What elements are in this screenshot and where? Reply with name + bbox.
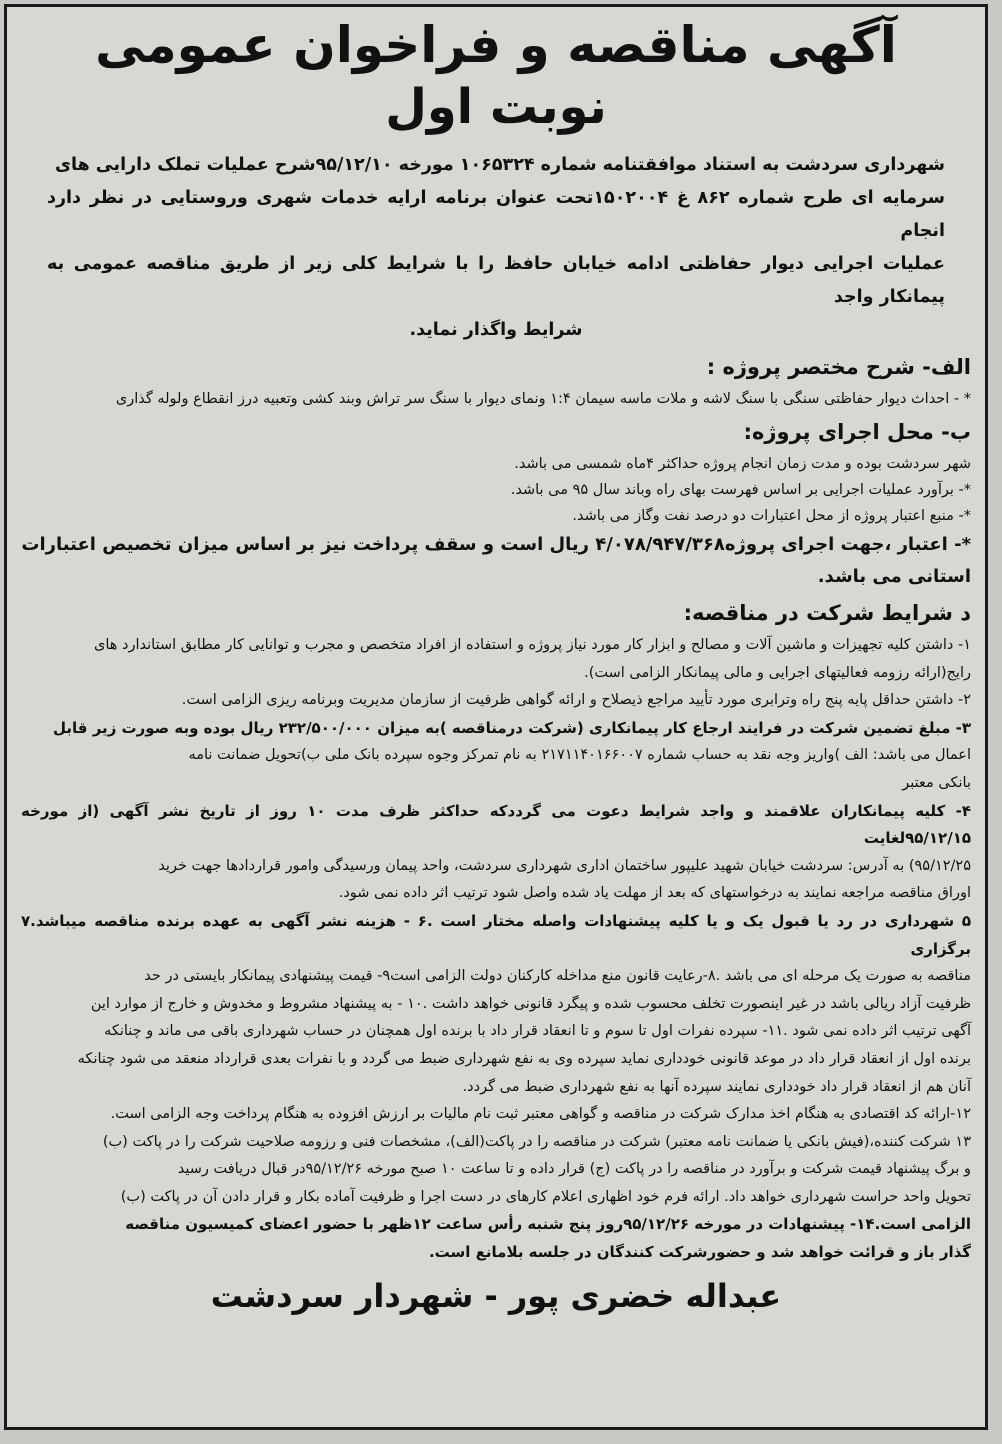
condition-line: ۲- داشتن حداقل پایه پنج راه وترابری مورد تأیید مراجع ذیصلاح و ارائه گواهی ظرفیت از سازمان مدیریت وبرنامه ریزی الزامی است.	[181, 692, 971, 709]
condition-line: برنده اول از انعقاد قرار داد در موعد قانونی خودداری نماید سپرده وی به نفع شهرداری ضبط می گردد و با نفرات بعدی قرارداد منعقد می شود چنانکه	[77, 1050, 971, 1067]
condition-line: ۱- داشتن کلیه تجهیزات و ماشین آلات و مصالح و ابزار کار مورد نیاز پروژه و استفاده از افراد متخصص و مجرب و توانایی کار مطابق استاندارد های	[94, 637, 971, 653]
section-b-line: *- منبع اعتبار پروژه از محل اعتبارات دو درصد نفت وگاز می باشد.	[572, 508, 971, 524]
condition-line: ۳- مبلغ تضمین شرکت در فرایند ارجاع کار پیمانکاری (شرکت درمناقصه )به میزان ۲۳۲/۵۰۰/۰۰۰ ریال بوده وبه صورت زیر قابل	[53, 718, 971, 737]
condition-line: اوراق مناقصه مراجعه نمایند به درخواستهای که بعد از مهلت یاد شده واصل شود ترتیب اثر داده نمی شود.	[338, 885, 971, 902]
condition-line: ۹۵/۱۲/۲۵) به آدرس: سردشت خیابان شهید علیپور ساختمان اداری شهرداری سردشت، واحد پیمان ورسیدگی وامور قراردادها جهت خرید	[158, 857, 971, 874]
signature: عبداله خضری پور - شهردار سردشت	[210, 1276, 782, 1315]
condition-line: آنان هم از انعقاد قرار داد خودداری نمایند سپرده آنها به نفع شهرداری ضبط می گردد.	[462, 1078, 971, 1095]
condition-line: و برگ پیشنهاد قیمت شرکت و برآورد در مناقصه را در پاکت (ج) قرار داده و تا ساعت ۱۰ صبح مورخه ۹۵/۱۲/۲۶در قبال دریافت رسید	[177, 1161, 971, 1178]
credit-line: استانی می باشد.	[817, 566, 971, 587]
condition-line: ۴- کلیه پیمانکاران علاقمند و واجد شرایط دعوت می گرددکه حداکثر ظرف مدت ۱۰ روز از تاریخ نشر آگهی (از مورخه ۹۵/۱۲/۱۵لغایت	[21, 801, 971, 848]
notice-subtitle: نوبت اول	[385, 79, 607, 135]
section-b-line: *- برآورد عملیات اجرایی بر اساس فهرست بهای راه وباند سال ۹۵ می باشد.	[510, 482, 971, 498]
tender-notice	[4, 4, 988, 1430]
condition-line: ۱۲-ارائه کد اقتصادی به هنگام اخذ مدارک شرکت در مناقصه و گواهی معتبر ثبت نام مالیات بر ارزش افزوده به هنگام پرداخت وجه الزامی است.	[110, 1106, 971, 1123]
intro-line: سرمایه ای طرح شماره ۸۶۲ غ ۱۵۰۲۰۰۴تحت عنوان برنامه ارایه خدمات شهری وروستایی در نظر دارد انجام	[47, 188, 946, 241]
condition-line: تحویل واحد حراست شهرداری خواهد داد. ارائه فرم خود اظهاری اعلام کارهای در دست اجرا و ظرفیت آماده بکار و قرار دادن آن در پاکت (ب)	[120, 1188, 971, 1205]
section-b-line: شهر سردشت بوده و مدت زمان انجام پروژه حداکثر ۴ماه شمسی می باشد.	[514, 456, 971, 472]
intro-line: شهرداری سردشت به استناد موافقتنامه شماره ۱۰۶۵۳۲۴ مورخه ۹۵/۱۲/۱۰شرح عملیات تملک دارایی های	[54, 155, 945, 175]
condition-line: رایج(ارائه رزومه فعالیتهای اجرایی و مالی پیمانکار الزامی است).	[584, 664, 971, 681]
section-a-line: * - احداث دیوار حفاظتی سنگی با سنگ لاشه و ملات ماسه سیمان ۱:۴ ونمای دیوار با سنگ سر تراش وبند کشی وتعبیه درز انقطاع ولوله گذاری	[115, 391, 971, 407]
condition-line: ۵ شهرداری در رد یا قبول یک و یا کلیه پیشنهادات واصله مختار است .۶ - هزینه نشر آگهی به عهده برنده مناقصه میباشد.۷ برگزاری	[21, 911, 972, 958]
condition-line: گذار باز و قرائت خواهد شد و حضورشرکت کنندگان در جلسه بلامانع است.	[428, 1243, 971, 1262]
section-d-heading: د شرایط شرکت در مناقصه:	[683, 601, 971, 625]
condition-line: مناقصه به صورت یک مرحله ای می باشد .۸-رعایت قانون منع مداخله کارکنان دولت الزامی است۹- قیمت پیشنهادی پیمانکار بایستی در حد	[144, 968, 971, 985]
condition-line: ظرفیت آزاد ریالی باشد در غیر اینصورت تخلف محسوب شده و پیگرد قانونی خواهد داشت .۱۰ - به پیشنهاد مشروط و مخدوش و خارج از موارد این	[90, 995, 971, 1012]
notice-title: آگهی مناقصه و فراخوان عمومی	[95, 16, 897, 74]
condition-line: آگهی ترتیب اثر داده نمی شود .۱۱- سپرده نفرات اول تا سوم و تا انعقاد قرار داد با برنده اول همچنان در حساب شهرداری باقی می ماند و چنانکه	[104, 1023, 971, 1040]
credit-line: *- اعتبار ،جهت اجرای پروژه۴/۰۷۸/۹۴۷/۳۶۸ ریال است و سقف پرداخت نیز بر اساس میزان تخصیص اعتبارات	[21, 534, 971, 555]
condition-line: ۱۳ شرکت کننده،(فیش بانکی یا ضمانت نامه معتبر) شرکت در مناقصه را در پاکت(الف)، مشخصات فنی و رزومه صلاحیت شرکت را در پاکت (ب)	[102, 1133, 971, 1150]
intro-paragraph	[21, 149, 971, 347]
condition-line: اعمال می باشد: الف )واریز وجه نقد به حساب شماره ۲۱۷۱۱۴۰۱۶۶۰۰۷ به نام تمرکز وجوه سپرده بانک ملی ب)تحویل ضمانت نامه	[188, 747, 971, 764]
section-a-heading: الف- شرح مختصر پروژه :	[706, 355, 971, 379]
condition-line: الزامی است.۱۴- پیشنهادات در مورخه ۹۵/۱۲/۲۶روز پنج شنبه رأس ساعت ۱۲ظهر با حضور اعضای کمیسیون مناقصه	[125, 1215, 971, 1234]
intro-line: عملیات اجرایی دیوار حفاظتی ادامه خیابان حافظ را با شرایط کلی زیر از طریق مناقصه عمومی به پیمانکار واجد	[47, 254, 945, 307]
section-b-heading: ب- محل اجرای پروژه:	[743, 420, 971, 444]
condition-line: بانکی معتبر	[902, 774, 971, 791]
intro-line: شرایط واگذار نماید.	[409, 320, 583, 340]
